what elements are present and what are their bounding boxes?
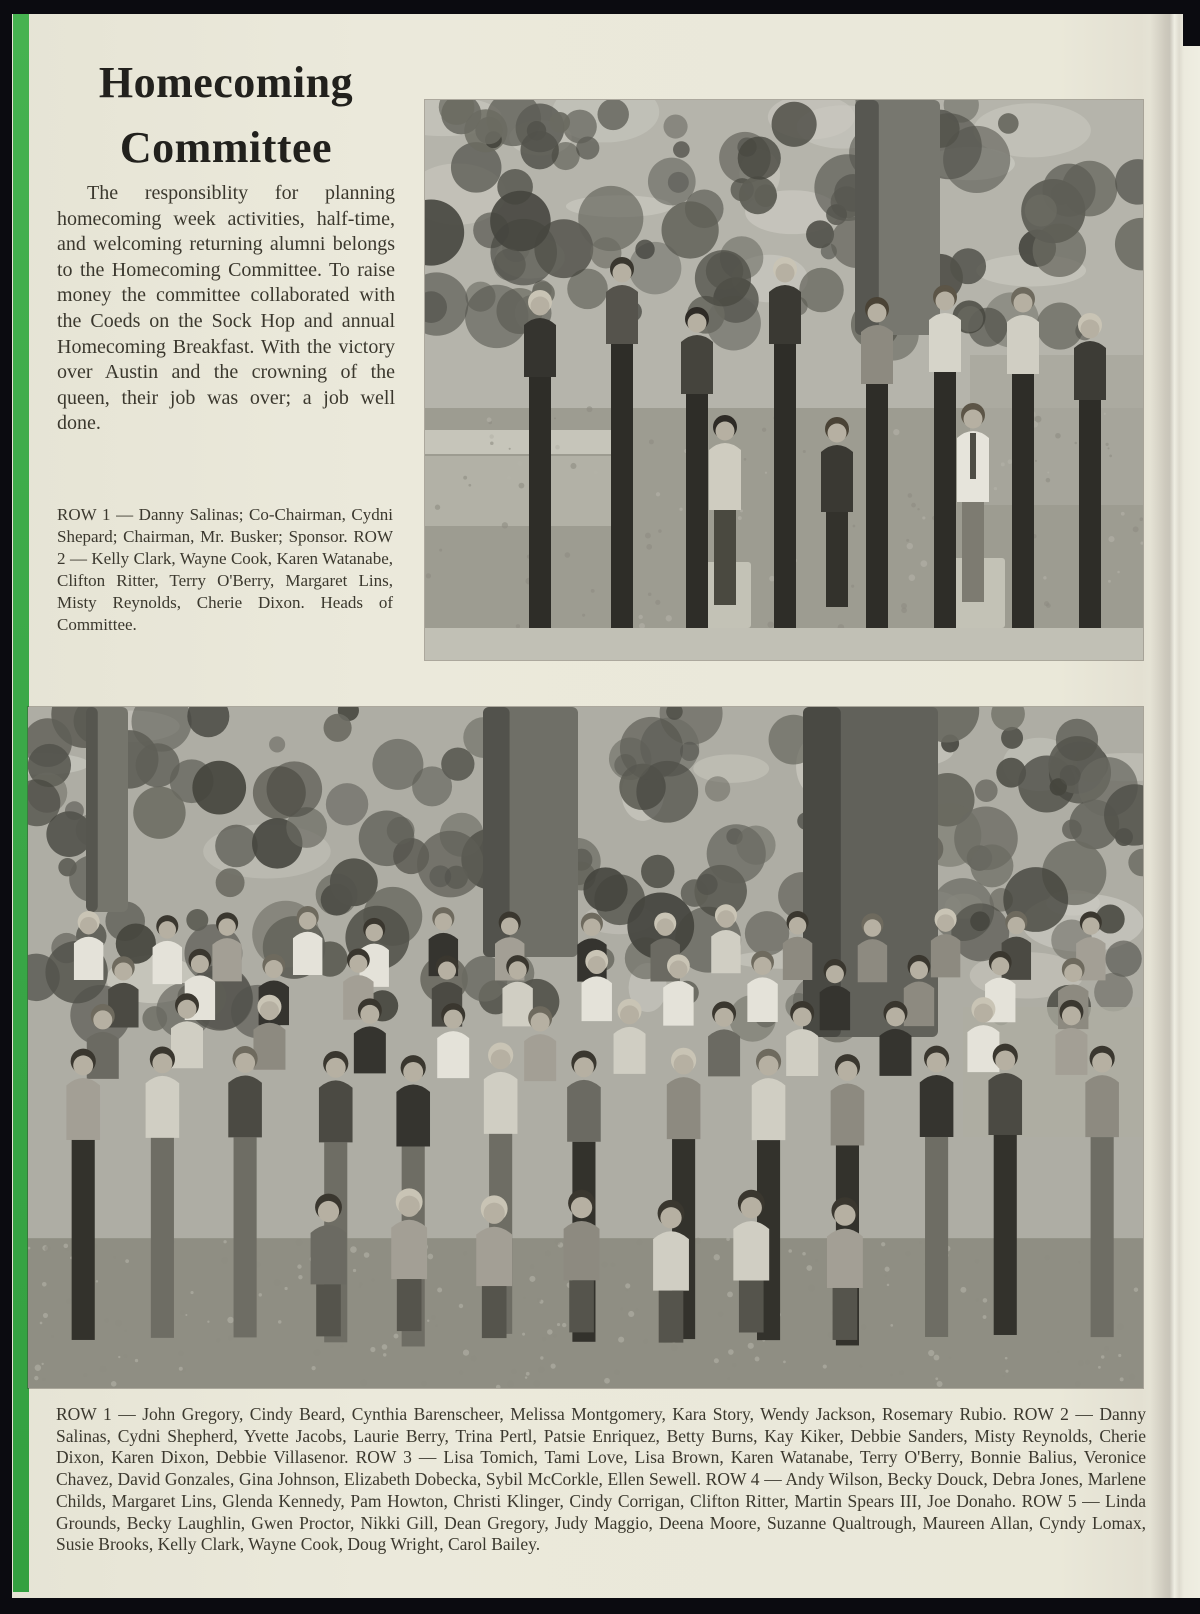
homecoming-committee-group-photo: [425, 100, 1143, 660]
page-title: [55, 50, 397, 180]
green-accent-stripe: [13, 14, 29, 1592]
top-photo-caption: ROW 1 — Danny Salinas; Co-Chairman, Cydni Shepard; Chairman, Mr. Busker; Sponsor. ROW 2 — Kelly Clark, Wayne Cook, Karen Watanabe, Clifton Ritter, Terry O'Berry, Margaret Lins, Misty Reynolds, Cherie Dixon. Heads of Committee.: [57, 505, 393, 634]
bottom-photo-illustration: [28, 707, 1143, 1388]
top-photo-illustration: [425, 100, 1143, 660]
intro-paragraph: The responsiblity for planning homecoming week activities, half-time, and welcoming returning alumni belongs to the Homecoming Committee. To raise money the committee collaborated with the Coeds on the Sock Hop and annual Homecoming Breakfast. With the victory over Austin and the crowning of the queen, their job was over; a job well done.: [57, 182, 395, 435]
title-line-1: Homecoming: [98, 58, 354, 107]
large-committee-group-photo: [28, 707, 1143, 1388]
title-line-2: Committee: [119, 123, 333, 172]
scan-corner-shadow: [1183, 0, 1200, 46]
bottom-photo-caption: ROW 1 — John Gregory, Cindy Beard, Cynthia Barenscheer, Melissa Montgomery, Kara Story, Wendy Jackson, Rosemary Rubio. ROW 2 — Danny Salinas, Cydni Shepherd, Yvette Jacobs, Laurie Berry, Trina Pertl, Patsie Enriquez, Betty Burns, Kay Kiker, Debbie Sanders, Misty Reynolds, Cherie Dixon, Karen Dixon, Debbie Villasenor. ROW 3 — Lisa Tomich, Tami Love, Lisa Brown, Karen Watanabe, Terry O'Berry, Bonnie Balius, Veronice Chavez, David Gonzales, Gina Johnson, Elizabeth Dobecka, Sybil McCorkle, Ellen Sewell. ROW 4 — Andy Wilson, Becky Douck, Debra Jones, Marlene Childs, Margaret Lins, Glenda Kennedy, Pam Howton, Christi Klinger, Cindy Corrigan, Clifton Ritter, Martin Spears III, Joe Donaho. ROW 5 — Linda Grounds, Becky Laughlin, Gwen Proctor, Nikki Gill, Dean Gregory, Judy Maggio, Deena Moore, Suzanne Qualtrough, Maureen Allan, Cyndy Lomax, Susie Brooks, Kelly Clark, Wayne Cook, Doug Wright, Carol Bailey.: [56, 1404, 1146, 1555]
